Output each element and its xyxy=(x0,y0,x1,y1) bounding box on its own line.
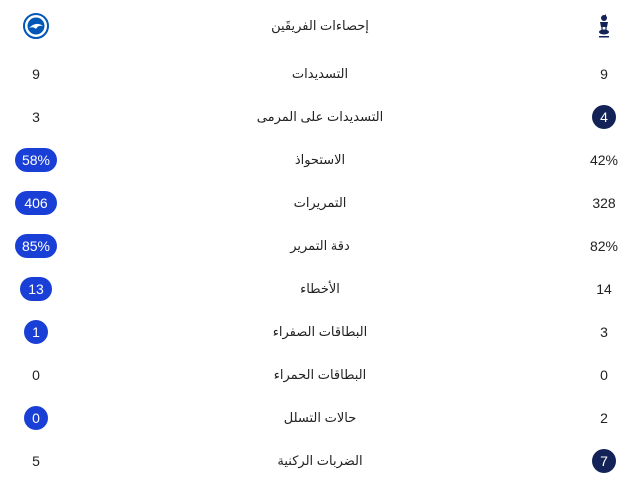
away-stat-value: 2 xyxy=(600,410,608,426)
home-stat-value: 85% xyxy=(15,234,57,258)
stat-row xyxy=(0,52,640,96)
stat-row xyxy=(0,267,640,311)
stat-row xyxy=(0,353,640,397)
stats-title: إحصاءات الفريقَين xyxy=(271,18,369,33)
stat-label: التسديدات xyxy=(291,66,349,81)
stats-header-row xyxy=(0,4,640,48)
stat-label: البطاقات الحمراء xyxy=(273,367,367,382)
stat-label: الاستحواذ xyxy=(294,152,346,167)
away-stat-value: 0 xyxy=(600,367,608,383)
stat-row xyxy=(0,138,640,182)
stat-label: الأخطاء xyxy=(300,281,340,296)
away-stat-value: 3 xyxy=(600,324,608,340)
stat-label: الضربات الركنية xyxy=(277,453,363,468)
stat-label: التسديدات على المرمى xyxy=(256,109,384,124)
home-stat-value: 1 xyxy=(24,320,48,344)
home-stat-value: 13 xyxy=(20,277,52,301)
stat-row xyxy=(0,224,640,268)
home-stat-value: 9 xyxy=(32,66,40,82)
stat-label: حالات التسلل xyxy=(283,410,357,425)
away-stat-value: 14 xyxy=(596,281,612,297)
stat-row xyxy=(0,181,640,225)
away-stat-value: 9 xyxy=(600,66,608,82)
away-stat-value: 82% xyxy=(589,238,619,254)
stat-label: دقة التمرير xyxy=(290,238,350,253)
home-stat-value: 406 xyxy=(15,191,57,215)
tottenham-cockerel-icon xyxy=(591,13,617,39)
home-stat-value: 5 xyxy=(32,453,40,469)
stat-label: التمريرات xyxy=(293,195,347,210)
stat-row xyxy=(0,396,640,440)
stat-label: البطاقات الصفراء xyxy=(272,324,368,339)
home-stat-value: 0 xyxy=(32,367,40,383)
away-stat-value: 7 xyxy=(592,449,616,473)
home-stat-value: 3 xyxy=(32,109,40,125)
home-stat-value: 58% xyxy=(15,148,57,172)
home-stat-value: 0 xyxy=(24,406,48,430)
brighton-crest-icon xyxy=(23,13,49,39)
stat-row xyxy=(0,439,640,483)
stat-row xyxy=(0,95,640,139)
stat-row xyxy=(0,310,640,354)
away-stat-value: 4 xyxy=(592,105,616,129)
away-stat-value: 42% xyxy=(589,152,619,168)
away-stat-value: 328 xyxy=(592,195,616,211)
